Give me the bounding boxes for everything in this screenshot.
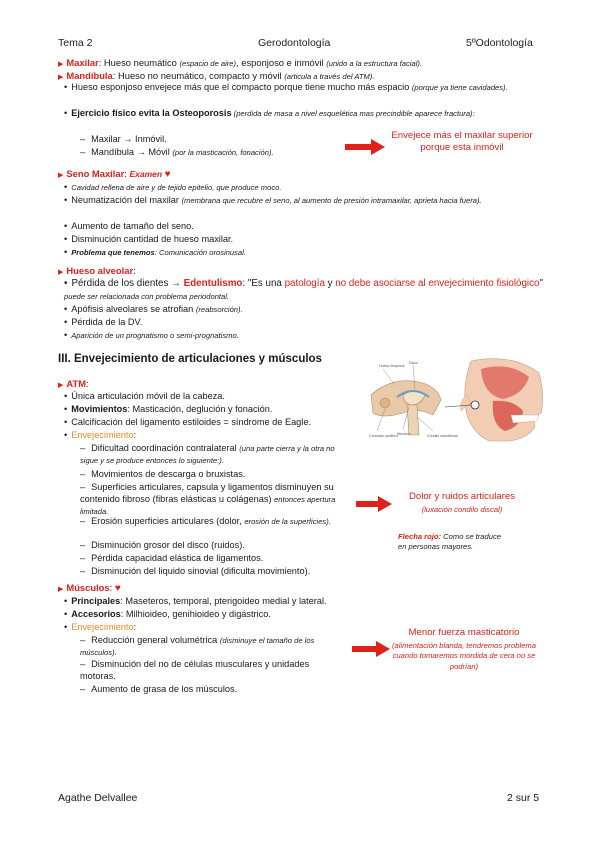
mandibula-note: (articula a través del ATM). (284, 72, 375, 81)
musculos-dash-3: – Aumento de grasa de los músculos. (80, 684, 238, 694)
musculos-b2: : Milhioideo, genihioideo y digástrico. (120, 609, 271, 619)
musculos-colon: : (109, 582, 113, 593)
musculos-dash-2: – Disminución del no de células musculares y unidades motoras. (80, 659, 310, 681)
alveolar-b3: Pérdida de la DV. (71, 317, 143, 327)
alveolar-b1-note: puede ser relacionada con problema periodontal. (64, 291, 230, 301)
musculos-label: Músculos (66, 582, 110, 593)
seno-bullet-5: • Problema que tenemos: Comunicación orosinusal. (64, 247, 246, 257)
seno-b3: Aumento de tamaño del seno. (71, 221, 194, 231)
musculos-bullet-2: • Accesorios: Milhioideo, genihioideo y digástrico. (64, 609, 271, 619)
header-center: Gerodontología (258, 37, 331, 49)
red-arrow-icon (352, 641, 390, 657)
atm-b1: Única articulación móvil de la cabeza. (71, 391, 225, 401)
bullet-triangle-icon: ▶ (58, 74, 64, 81)
alveolar-b2-note: (reabsorción). (195, 305, 243, 314)
mandibula-bullet-1: • Hueso esponjoso envejece más que el compacto porque tiene mucho más espacio (porque ya tiene cavidades). (64, 82, 508, 92)
alveolar-bullet-4: • Aparición de un prognatismo o semi-prognatismo. (64, 330, 239, 340)
musculos-line (58, 582, 121, 595)
mandibula-b2-bold: Ejercicio físico evita la Osteoporosis (71, 108, 232, 118)
musculos-d1-note: (disminuye el tamaño de los músculos). (80, 636, 315, 657)
red-arrow-icon (345, 139, 385, 155)
mandibula-label: Mandíbula (66, 70, 113, 81)
musculos-b1-bold: Principales (71, 596, 121, 606)
atm-dash-4: – Erosión superficies articulares (dolor, erosión de la superficies). (80, 516, 331, 526)
bullet-triangle-icon: ▶ (58, 382, 64, 389)
patologia-term: patología (284, 278, 325, 289)
seno-b4: Disminución cantidad de hueso maxilar. (71, 234, 234, 244)
flecha-note (398, 532, 510, 553)
atm-anatomy-figure (363, 355, 545, 445)
annotation-musculos-title: Menor fuerza masticatorio (408, 627, 520, 638)
seno-bullet-1: • Cavidad rellena de aire y de tejido epitelio, que produce moco. (64, 182, 282, 192)
seno-b2-note: (membrana que recubre el seno, al aumento de presión intramaxilar, aprieta hacia fuera). (181, 196, 482, 205)
seno-b5-note: : Comunicación orosinusal. (154, 248, 246, 257)
figure-label-temporal: Hueso temporal (379, 364, 405, 368)
musculos-d1: Reducción general volumétrica (91, 635, 220, 645)
atm-dash-3: – Superficies articulares, capsula y ligamentos disminuyen su contenido fibroso (fibras elásticas u colágenas) entonces apertura limitada. (80, 482, 336, 516)
alveolar-b1d: " (539, 278, 543, 289)
atm-d6: Pérdida capacidad elástica de ligamentos. (91, 553, 264, 563)
atm-bullet-1: • Única articulación móvil de la cabeza. (64, 391, 225, 401)
footer-left: Agathe Delvallee (58, 792, 138, 804)
seno-bullet-2: • Neumatización del maxilar (membrana que recubre el seno, al aumento de presión intramaxilar, aprieta hacia fuera). (64, 195, 482, 205)
musculos-bullet-3: • Envejecimiento: (64, 622, 137, 632)
heart-icon: ♥ (114, 583, 121, 594)
musculos-b2-bold: Accesorios (71, 609, 121, 619)
seno-label: Seno Maxilar (66, 168, 125, 179)
maxilar-line (58, 57, 422, 69)
annotation-atm-title: Dolor y ruidos articulares (408, 491, 516, 502)
atm-colon: : (86, 378, 89, 389)
atm-d7: Disminución del liquido sinovial (dificulta movimiento). (91, 566, 311, 576)
alveolar-b4: Aparición de un prognatismo o semi-prognatismo. (71, 331, 239, 340)
atm-bullet-4: • Envejecimiento: (64, 430, 137, 440)
mandibula-line (58, 70, 375, 82)
atm-b2-bold: Movimientos (71, 404, 128, 414)
atm-envejecimiento: Envejecimiento (71, 430, 134, 440)
bullet-triangle-icon: ▶ (58, 172, 64, 179)
heart-icon: ♥ (164, 169, 171, 180)
alveolar-colon: : (133, 265, 136, 276)
seno-line (58, 168, 171, 181)
maxilar-label: Maxilar (66, 57, 99, 68)
section-heading: III. Envejecimiento de articulaciones y músculos (58, 353, 322, 365)
seno-b1: Cavidad rellena de aire y de tejido epitelio, que produce moco. (71, 183, 282, 192)
alveolar-b1c: y (324, 278, 336, 289)
mandibula-b1-note: (porque ya tiene cavidades). (411, 83, 508, 92)
atm-d3: Superficies articulares, capsula y ligamentos disminuyen su contenido fibroso (fibras elásticas u colágenas) (80, 482, 334, 504)
atm-label: ATM (66, 378, 87, 389)
atm-dash-1: – Dificultad coordinación contralateral (una parte cierra y la otra no sigue y se produce entonces lo siguiente:). (80, 443, 335, 465)
maxilar-text: : Hueso neumático (98, 57, 180, 68)
mandibula-bullet-2: • Ejercicio físico evita la Osteoporosis (perdida de masa a nivel esquelética mas precindible aparece fractura): (64, 108, 475, 118)
alveolar-b1b: : "Es una (242, 278, 285, 289)
musculos-d3: Aumento de grasa de los músculos. (91, 684, 238, 694)
mandibula-b2-note: (perdida de masa a nivel esquelética mas precindible aparece fractura): (231, 109, 475, 118)
musculos-dash-1: – Reducción general volumétrica (disminuye el tamaño de los músculos). (80, 635, 315, 657)
figure-label-conducto: Conducto auditivo (369, 434, 398, 438)
atm-d4: Erosión superficies articulares (dolor, (91, 516, 245, 526)
alveolar-label: Hueso alveolar (66, 265, 134, 276)
atm-line (58, 378, 89, 390)
seno-colon: : (124, 168, 130, 179)
alveolar-b2: Apófisis alveolares se atrofian (71, 304, 196, 314)
atm-d3-note: entonces apertura limitada. (80, 494, 336, 516)
seno-bullet-3: • Aumento de tamaño del seno. (64, 221, 194, 231)
seno-b2: Neumatización del maxilar (71, 195, 182, 205)
mandibula-b1: Hueso esponjoso envejece más que el compacto porque tiene mucho más espacio (71, 82, 412, 92)
atm-dash-2: – Movimientos de descarga o bruxistas. (80, 469, 246, 479)
atm-d2: Movimientos de descarga o bruxistas. (91, 469, 246, 479)
annotation-atm-note: (luxación condilo discal) (421, 505, 503, 514)
seno-b5-bold: Problema que tenemos (71, 248, 155, 257)
atm-d4-note: erosión de la superficies). (244, 517, 331, 526)
musculos-envejecimiento: Envejecimiento (71, 622, 134, 632)
musculos-d2: Disminución del no de células musculares y unidades motoras. (80, 659, 310, 681)
alveolar-bullet-1: • Pérdida de los dientes → Edentulismo: "Es una patología y no debe asociarse al envejecimiento fisiológico" puede ser relacionada con problema periodontal. (64, 278, 543, 301)
mandibula-d2-note: (por la masticación, fonación). (172, 148, 274, 157)
maxilar-note: (espacio de aire) (179, 59, 237, 68)
footer-right: 2 sur 5 (507, 792, 540, 804)
exam-tag: Examen (129, 169, 163, 179)
annotation-maxilar: Envejece más el maxilar superior porque esta inmóvil (391, 130, 533, 153)
fisiologico-term: no debe asociarse al envejecimiento fisiológico (335, 278, 540, 289)
maxilar-note2: (unido a la estructura facial). (326, 59, 423, 68)
flecha-bold: Flecha rojo: (398, 532, 442, 541)
musculos-b1: : Maseteros, temporal, pterigoideo medial y lateral. (120, 596, 327, 606)
header-left: Tema 2 (58, 37, 93, 49)
edentulismo-term: Edentulismo (183, 278, 243, 289)
header-right: 5ºOdontología (466, 37, 533, 49)
seno-bullet-4: • Disminución cantidad de hueso maxilar. (64, 234, 234, 244)
atm-bullet-3: • Calcificación del ligamento estiloides = síndrome de Eagle. (64, 417, 311, 427)
figure-label-condilo: Cóndilo mandibular (427, 434, 458, 438)
alveolar-bullet-2: • Apófisis alveolares se atrofian (reabsorción). (64, 304, 243, 314)
mandibula-dash-1: – Maxilar → Inmóvil. (80, 134, 167, 144)
atm-b3: Calcificación del ligamento estiloides = síndrome de Eagle. (71, 417, 311, 427)
atm-dash-6: – Pérdida capacidad elástica de ligamentos. (80, 553, 264, 563)
mandibula-d2: Mandíbula → Móvil (91, 147, 173, 157)
bullet-triangle-icon: ▶ (58, 586, 64, 593)
figure-label-menisco: Menisco (397, 432, 411, 436)
alveolar-bullet-3: • Pérdida de la DV. (64, 317, 143, 327)
atm-d1: Dificultad coordinación contralateral (91, 443, 240, 453)
atm-b2: : Masticación, deglución y fonación. (127, 404, 273, 414)
mandibula-dash-2: – Mandíbula → Móvil (por la masticación, fonación). (80, 147, 274, 157)
bullet-triangle-icon: ▶ (58, 269, 64, 276)
flecha-text: Como se traduce en personas mayores. (398, 532, 501, 552)
figure-label-disco: Disco (409, 361, 418, 365)
alveolar-b1a: Pérdida de los dientes → (71, 278, 184, 289)
atm-d5: Disminución grosor del disco (ruidos). (91, 540, 245, 550)
mandibula-d1: Maxilar → Inmóvil. (91, 134, 167, 144)
atm-dash-5: – Disminución grosor del disco (ruidos). (80, 540, 245, 550)
mandibula-text: : Hueso no neumático, compacto y móvil (112, 70, 285, 81)
bullet-triangle-icon: ▶ (58, 61, 64, 68)
alveolar-line (58, 265, 136, 277)
musculos-bullet-1: • Principales: Maseteros, temporal, pterigoideo medial y lateral. (64, 596, 327, 606)
atm-d1-note: (una parte cierra y la otra no sigue y se produce entonces lo siguiente:). (80, 444, 335, 465)
annotation-musculos-note: (alimentación blanda, tendremos problema cuando tomaremos mordida de cera no se podrían) (392, 641, 536, 671)
atm-dash-7: – Disminución del liquido sinovial (dificulta movimiento). (80, 566, 311, 576)
red-arrow-icon (356, 496, 392, 512)
atm-bullet-2: • Movimientos: Masticación, deglución y fonación. (64, 404, 273, 414)
maxilar-text2: , esponjoso e inmóvil (236, 57, 327, 68)
